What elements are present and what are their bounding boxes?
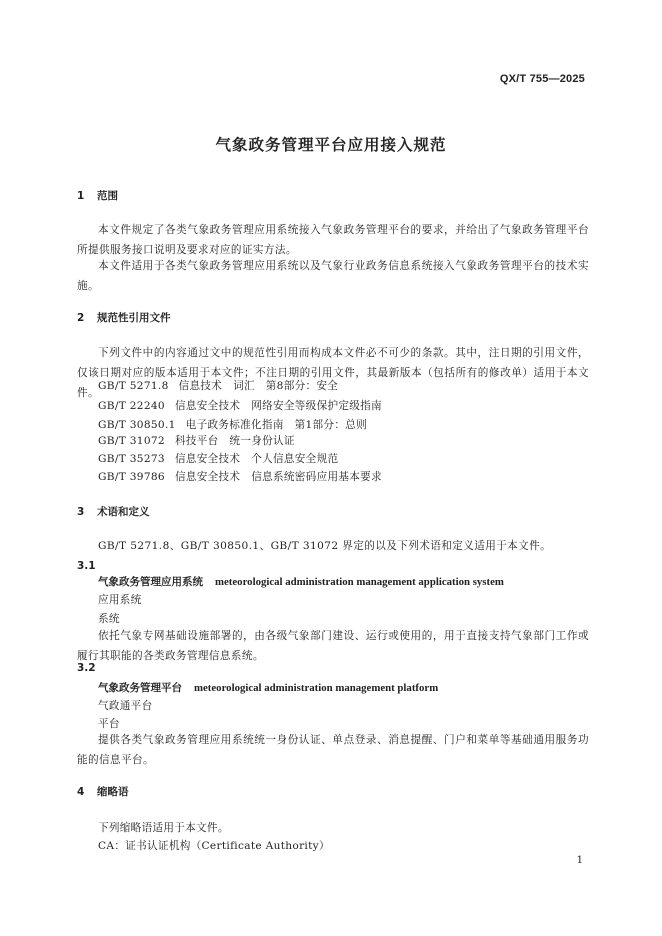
doc-id: QX/T 755—2025 xyxy=(499,73,585,85)
section-title: 范围 xyxy=(97,190,118,202)
term-admitted-1: 应用系统 xyxy=(98,594,142,606)
section-1-paragraph-2: 本文件适用于各类气象政务管理应用系统以及气象行业政务信息系统接入气象政务管理平台的技术实施。 xyxy=(77,260,589,292)
reference-title: 信息安全技术 个人信息安全规范 xyxy=(174,453,339,465)
term-admitted-1: 气政通平台 xyxy=(98,700,153,712)
page-number: 1 xyxy=(576,855,583,866)
reference-item xyxy=(98,433,295,448)
term-definition: 提供各类气象政务管理应用系统统一身份认证、单点登录、消息提醒、门户和菜单等基础通用服务功能的信息平台。 xyxy=(77,734,589,766)
reference-item xyxy=(98,451,338,466)
reference-title: 科技平台 统一身份认证 xyxy=(174,435,295,447)
section-number: 4 xyxy=(77,786,85,798)
term-admitted-2: 系统 xyxy=(98,613,120,625)
section-title: 缩略语 xyxy=(97,786,129,798)
reference-title: 电子政务标准化指南 第1部分：总则 xyxy=(185,419,368,431)
section-number: 1 xyxy=(77,190,85,202)
section-4-heading xyxy=(77,784,129,799)
term-chinese: 气象政务管理平台 xyxy=(98,682,182,694)
section-4-intro: 下列缩略语适用于本文件。 xyxy=(98,822,229,834)
term-number: 3.1 xyxy=(77,560,96,572)
section-title: 术语和定义 xyxy=(97,506,150,518)
term-number: 3.2 xyxy=(77,662,96,674)
section-3-heading xyxy=(77,504,150,519)
reference-item xyxy=(98,417,367,432)
section-1-heading xyxy=(77,188,118,203)
section-title: 规范性引用文件 xyxy=(97,312,171,324)
reference-code: GB/T 22240 xyxy=(98,400,165,412)
reference-code: GB/T 31072 xyxy=(98,435,165,447)
abbreviation-item: CA：证书认证机构（Certificate Authority） xyxy=(98,840,330,852)
reference-item xyxy=(98,378,338,393)
section-2-intro: 下列文件中的内容通过文中的规范性引用而构成本文件必不可少的条款。其中，注日期的引用文件，仅该日期对应的版本适用于本文件；不注日期的引用文件，其最新版本（包括所有的修改单）适用于本文件。 xyxy=(77,347,589,399)
reference-code: GB/T 30850.1 xyxy=(98,419,176,431)
section-2-heading xyxy=(77,310,171,325)
reference-title: 信息技术 词汇 第8部分：安全 xyxy=(178,380,339,392)
term-english: meteorological administration management platform xyxy=(194,682,439,694)
term-heading xyxy=(98,574,504,589)
term-admitted-2: 平台 xyxy=(98,718,120,730)
section-number: 3 xyxy=(77,506,85,518)
term-heading xyxy=(98,680,438,695)
reference-item xyxy=(98,469,382,484)
section-3-intro: GB/T 5271.8、GB/T 30850.1、GB/T 31072 界定的以及下列术语和定义适用于本文件。 xyxy=(98,540,552,552)
reference-title: 信息安全技术 网络安全等级保护定级指南 xyxy=(174,400,382,412)
reference-code: GB/T 35273 xyxy=(98,453,165,465)
page-title: 气象政务管理平台应用接入规范 xyxy=(215,136,447,154)
reference-code: GB/T 5271.8 xyxy=(98,380,169,392)
reference-title: 信息安全技术 信息系统密码应用基本要求 xyxy=(174,471,382,483)
term-english: meteorological administration management application system xyxy=(215,576,504,588)
term-definition: 依托气象专网基础设施部署的，由各级气象部门建设、运行或使用的，用于直接支持气象部门工作或履行其职能的各类政务管理信息系统。 xyxy=(77,630,589,662)
reference-item xyxy=(98,398,382,413)
section-1-paragraph-1: 本文件规定了各类气象政务管理应用系统接入气象政务管理平台的要求，并给出了气象政务管理平台所提供服务接口说明及要求对应的证实方法。 xyxy=(77,224,589,256)
term-chinese: 气象政务管理应用系统 xyxy=(98,576,203,588)
reference-code: GB/T 39786 xyxy=(98,471,165,483)
section-number: 2 xyxy=(77,312,85,324)
